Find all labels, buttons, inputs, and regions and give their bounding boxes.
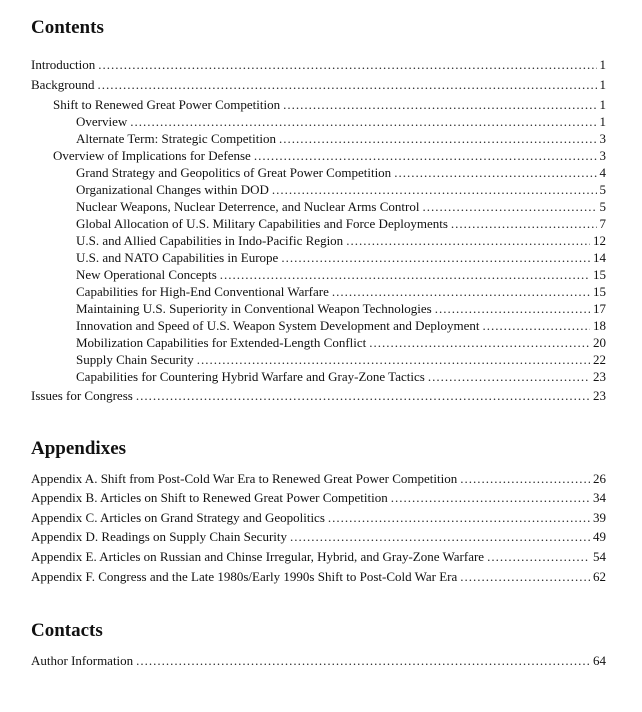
dot-leader bbox=[254, 147, 597, 164]
toc-entry-title: Appendix F. Congress and the Late 1980s/Early 1990s Shift to Post-Cold War Era bbox=[31, 569, 458, 584]
toc-entry-title: Mobilization Capabilities for Extended-Length Conflict bbox=[76, 335, 367, 350]
dot-leader bbox=[428, 368, 590, 385]
toc-entry-page: 49 bbox=[593, 529, 606, 544]
toc-entry-background[interactable] bbox=[31, 76, 606, 93]
dot-leader bbox=[279, 130, 597, 147]
toc-entry-page: 39 bbox=[593, 510, 606, 525]
dot-leader bbox=[98, 56, 596, 73]
dot-leader bbox=[328, 509, 590, 526]
toc-entry-new-operational-concepts[interactable] bbox=[76, 266, 606, 283]
toc-entry-page: 18 bbox=[593, 318, 606, 333]
dot-leader bbox=[482, 317, 590, 334]
toc-entry-title: U.S. and Allied Capabilities in Indo-Pacific Region bbox=[76, 233, 344, 248]
toc-entry-innovation-and-speed[interactable] bbox=[76, 317, 606, 334]
toc-entry-page: 7 bbox=[599, 216, 606, 231]
dot-leader bbox=[460, 470, 590, 487]
toc-entry-page: 64 bbox=[593, 653, 606, 668]
toc-entry-page: 4 bbox=[599, 165, 606, 180]
toc-entry-title: Appendix B. Articles on Shift to Renewed Great Power Competition bbox=[31, 490, 388, 505]
toc-entry-page: 1 bbox=[599, 57, 606, 72]
toc-entry-page: 20 bbox=[593, 335, 606, 350]
toc-entry-page: 23 bbox=[593, 388, 606, 403]
dot-leader bbox=[220, 266, 590, 283]
dot-leader bbox=[98, 76, 597, 93]
toc-entry-page: 5 bbox=[599, 199, 606, 214]
toc-entry-title: Maintaining U.S. Superiority in Conventional Weapon Technologies bbox=[76, 301, 432, 316]
dot-leader bbox=[136, 652, 590, 669]
toc-entry-page: 26 bbox=[593, 471, 606, 486]
toc-entry-page: 54 bbox=[593, 549, 606, 564]
toc-entry-grand-strategy[interactable] bbox=[76, 164, 606, 181]
toc-entry-title: Issues for Congress bbox=[31, 388, 133, 403]
toc-entry-title: Capabilities for Countering Hybrid Warfare and Gray-Zone Tactics bbox=[76, 369, 425, 384]
toc-entry-title: U.S. and NATO Capabilities in Europe bbox=[76, 250, 279, 265]
toc-entry-title: Background bbox=[31, 77, 95, 92]
dot-leader bbox=[487, 548, 590, 565]
dot-leader bbox=[369, 334, 590, 351]
toc-entry-title: Supply Chain Security bbox=[76, 352, 194, 367]
toc-entry-title: Innovation and Speed of U.S. Weapon System Development and Deployment bbox=[76, 318, 480, 333]
toc-entry-title: Appendix A. Shift from Post-Cold War Era to Renewed Great Power Competition bbox=[31, 471, 458, 486]
toc-entry-title: Shift to Renewed Great Power Competition bbox=[53, 97, 281, 112]
toc-entry-title: Capabilities for High-End Conventional Warfare bbox=[76, 284, 329, 299]
toc-entry-title: Appendix C. Articles on Grand Strategy and Geopolitics bbox=[31, 510, 325, 525]
toc-entry-title: Global Allocation of U.S. Military Capabilities and Force Deployments bbox=[76, 216, 448, 231]
dot-leader bbox=[422, 198, 596, 215]
toc-entry-appendix-f[interactable] bbox=[31, 568, 606, 585]
toc-entry-indo-pacific[interactable] bbox=[76, 232, 606, 249]
toc-entry-alternate-term[interactable] bbox=[76, 130, 606, 147]
toc-entry-page: 14 bbox=[593, 250, 606, 265]
toc-entry-title: New Operational Concepts bbox=[76, 267, 217, 282]
toc-entry-shift-to-renewed-great-power-competition[interactable] bbox=[53, 96, 606, 113]
dot-leader bbox=[346, 232, 590, 249]
toc-entry-page: 3 bbox=[599, 131, 606, 146]
toc-entry-page: 1 bbox=[599, 114, 606, 129]
toc-entry-title: Alternate Term: Strategic Competition bbox=[76, 131, 276, 146]
toc-entry-overview-of-implications-for-defense[interactable] bbox=[53, 147, 606, 164]
toc-entry-global-allocation[interactable] bbox=[76, 215, 606, 232]
toc-entry-page: 23 bbox=[593, 369, 606, 384]
toc-entry-page: 15 bbox=[593, 284, 606, 299]
toc-entry-page: 15 bbox=[593, 267, 606, 282]
toc-entry-supply-chain-security[interactable] bbox=[76, 351, 606, 368]
dot-leader bbox=[272, 181, 597, 198]
toc-entry-appendix-e[interactable] bbox=[31, 548, 606, 565]
dot-leader bbox=[391, 489, 590, 506]
dot-leader bbox=[394, 164, 596, 181]
contents-heading: Contents bbox=[31, 17, 104, 38]
toc-entry-high-end-warfare[interactable] bbox=[76, 283, 606, 300]
toc-entry-issues-for-congress[interactable] bbox=[31, 387, 606, 404]
dot-leader bbox=[197, 351, 590, 368]
dot-leader bbox=[283, 96, 596, 113]
toc-entry-page: 5 bbox=[599, 182, 606, 197]
toc-entry-overview[interactable] bbox=[76, 113, 606, 130]
toc-entry-nuclear-weapons[interactable] bbox=[76, 198, 606, 215]
toc-entry-title: Organizational Changes within DOD bbox=[76, 182, 269, 197]
toc-entry-title: Appendix E. Articles on Russian and Chinse Irregular, Hybrid, and Gray-Zone Warfare bbox=[31, 549, 485, 564]
toc-entry-appendix-b[interactable] bbox=[31, 489, 606, 506]
toc-entry-title: Introduction bbox=[31, 57, 96, 72]
toc-entry-title: Appendix D. Readings on Supply Chain Security bbox=[31, 529, 288, 544]
dot-leader bbox=[451, 215, 597, 232]
toc-entry-title: Grand Strategy and Geopolitics of Great Power Competition bbox=[76, 165, 392, 180]
toc-entry-us-superiority[interactable] bbox=[76, 300, 606, 317]
dot-leader bbox=[332, 283, 590, 300]
dot-leader bbox=[290, 528, 590, 545]
toc-entry-organizational-changes[interactable] bbox=[76, 181, 606, 198]
toc-entry-page: 62 bbox=[593, 569, 606, 584]
dot-leader bbox=[136, 387, 590, 404]
toc-entry-appendix-a[interactable] bbox=[31, 470, 606, 487]
dot-leader bbox=[435, 300, 590, 317]
toc-entry-mobilization[interactable] bbox=[76, 334, 606, 351]
toc-entry-author-information[interactable] bbox=[31, 652, 606, 669]
toc-entry-title: Overview bbox=[76, 114, 128, 129]
dot-leader bbox=[281, 249, 590, 266]
toc-entry-title: Overview of Implications for Defense bbox=[53, 148, 251, 163]
toc-entry-page: 1 bbox=[599, 97, 606, 112]
toc-entry-page: 3 bbox=[599, 148, 606, 163]
toc-entry-introduction[interactable] bbox=[31, 56, 606, 73]
toc-entry-page: 1 bbox=[599, 77, 606, 92]
toc-entry-nato-europe[interactable] bbox=[76, 249, 606, 266]
toc-entry-page: 17 bbox=[593, 301, 606, 316]
contacts-heading: Contacts bbox=[31, 620, 103, 641]
toc-entry-appendix-d[interactable] bbox=[31, 528, 606, 545]
toc-entry-page: 34 bbox=[593, 490, 606, 505]
toc-entry-appendix-c[interactable] bbox=[31, 509, 606, 526]
toc-entry-page: 12 bbox=[593, 233, 606, 248]
dot-leader bbox=[460, 568, 590, 585]
toc-entry-hybrid-warfare[interactable] bbox=[76, 368, 606, 385]
toc-entry-page: 22 bbox=[593, 352, 606, 367]
appendixes-heading: Appendixes bbox=[31, 438, 127, 459]
dot-leader bbox=[130, 113, 596, 130]
toc-entry-title: Nuclear Weapons, Nuclear Deterrence, and Nuclear Arms Control bbox=[76, 199, 420, 214]
toc-entry-title: Author Information bbox=[31, 653, 134, 668]
